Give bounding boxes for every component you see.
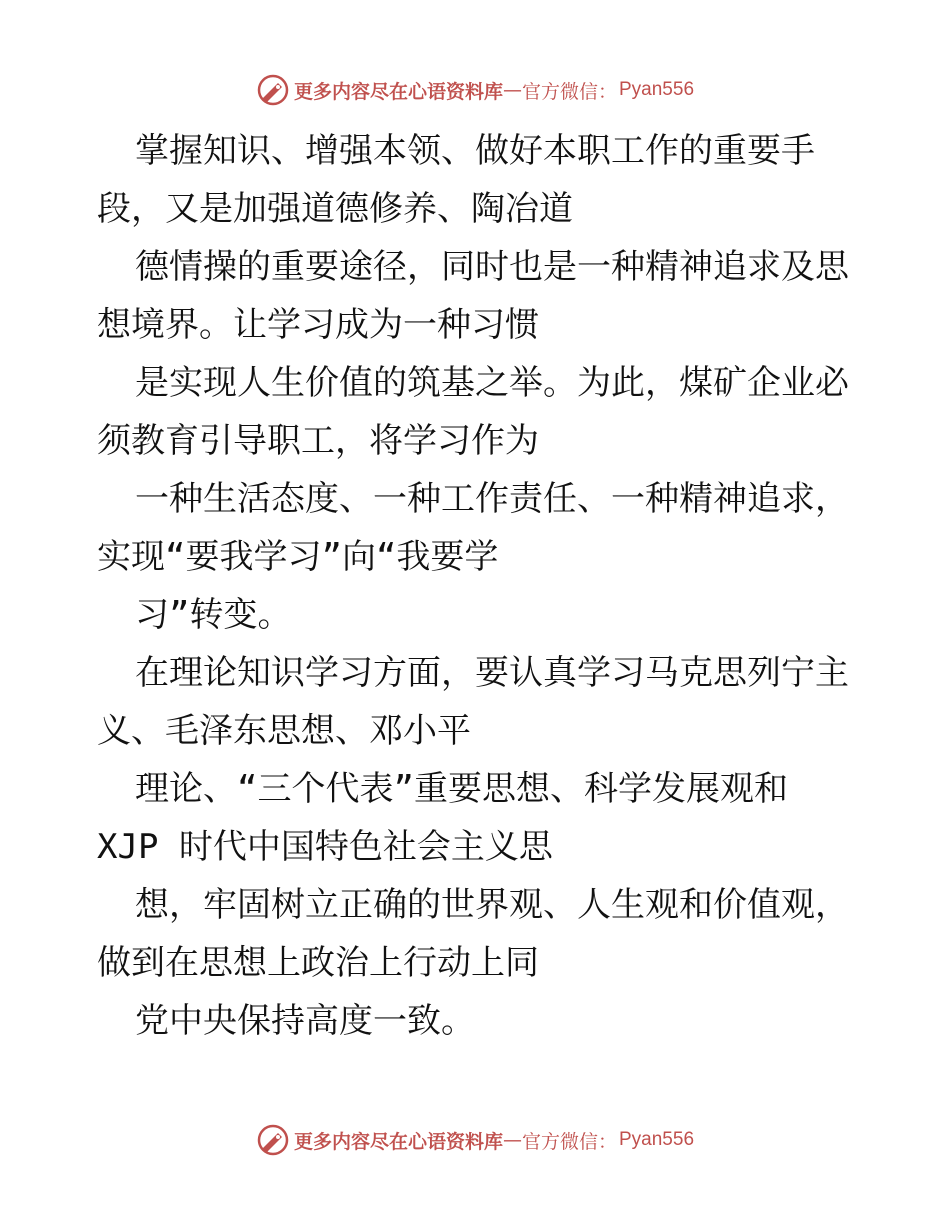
footer-contact-label: 官方微信： — [521, 1130, 617, 1153]
text-line-5: 是实现人生价值的筑基之举。为此，煤矿企业必 — [135, 363, 849, 403]
footer-account-id: Pyan556 — [619, 1129, 695, 1150]
text-line-8: 实现“要我学习”向“我要学 — [97, 537, 499, 577]
text-line-12: 理论、“三个代表”重要思想、科学发展观和 — [135, 769, 788, 809]
document-body — [97, 122, 877, 1050]
footer-dash: — — [502, 1129, 522, 1151]
text-line-10: 在理论知识学习方面，要认真学习马克思列宁主 — [135, 653, 849, 693]
text-line-13: XJP 时代中国特色社会主义思 — [97, 827, 553, 867]
text-line-2: 段，又是加强道德修养、陶冶道 — [97, 189, 573, 229]
text-line-7: 一种生活态度、一种工作责任、一种精神追求， — [135, 479, 849, 519]
pen-nib-seal-icon — [256, 1123, 290, 1157]
text-line-16: 党中央保持高度一致。 — [135, 1001, 475, 1041]
text-line-14: 想，牢固树立正确的世界观、人生观和价值观， — [135, 885, 849, 925]
header-account-id: Pyan556 — [619, 79, 695, 100]
text-line-1: 掌握知识、增强本领、做好本职工作的重要手 — [135, 131, 815, 171]
footer-banner — [0, 1120, 950, 1160]
text-line-3: 德情操的重要途径，同时也是一种精神追求及思 — [135, 247, 849, 287]
header-promo-text: 更多内容尽在心语资料库 — [293, 80, 503, 103]
header-banner — [0, 70, 950, 110]
text-line-15: 做到在思想上政治上行动上同 — [97, 943, 539, 983]
pen-nib-seal-icon — [256, 73, 290, 107]
text-line-4: 想境界。让学习成为一种习惯 — [97, 305, 539, 345]
text-line-9: 习”转变。 — [135, 595, 292, 635]
footer-promo-text: 更多内容尽在心语资料库 — [293, 1130, 503, 1153]
text-line-6: 须教育引导职工，将学习作为 — [97, 421, 539, 461]
text-line-11: 义、毛泽东思想、邓小平 — [97, 711, 471, 751]
header-contact-label: 官方微信： — [521, 80, 617, 103]
header-dash: — — [502, 79, 522, 101]
